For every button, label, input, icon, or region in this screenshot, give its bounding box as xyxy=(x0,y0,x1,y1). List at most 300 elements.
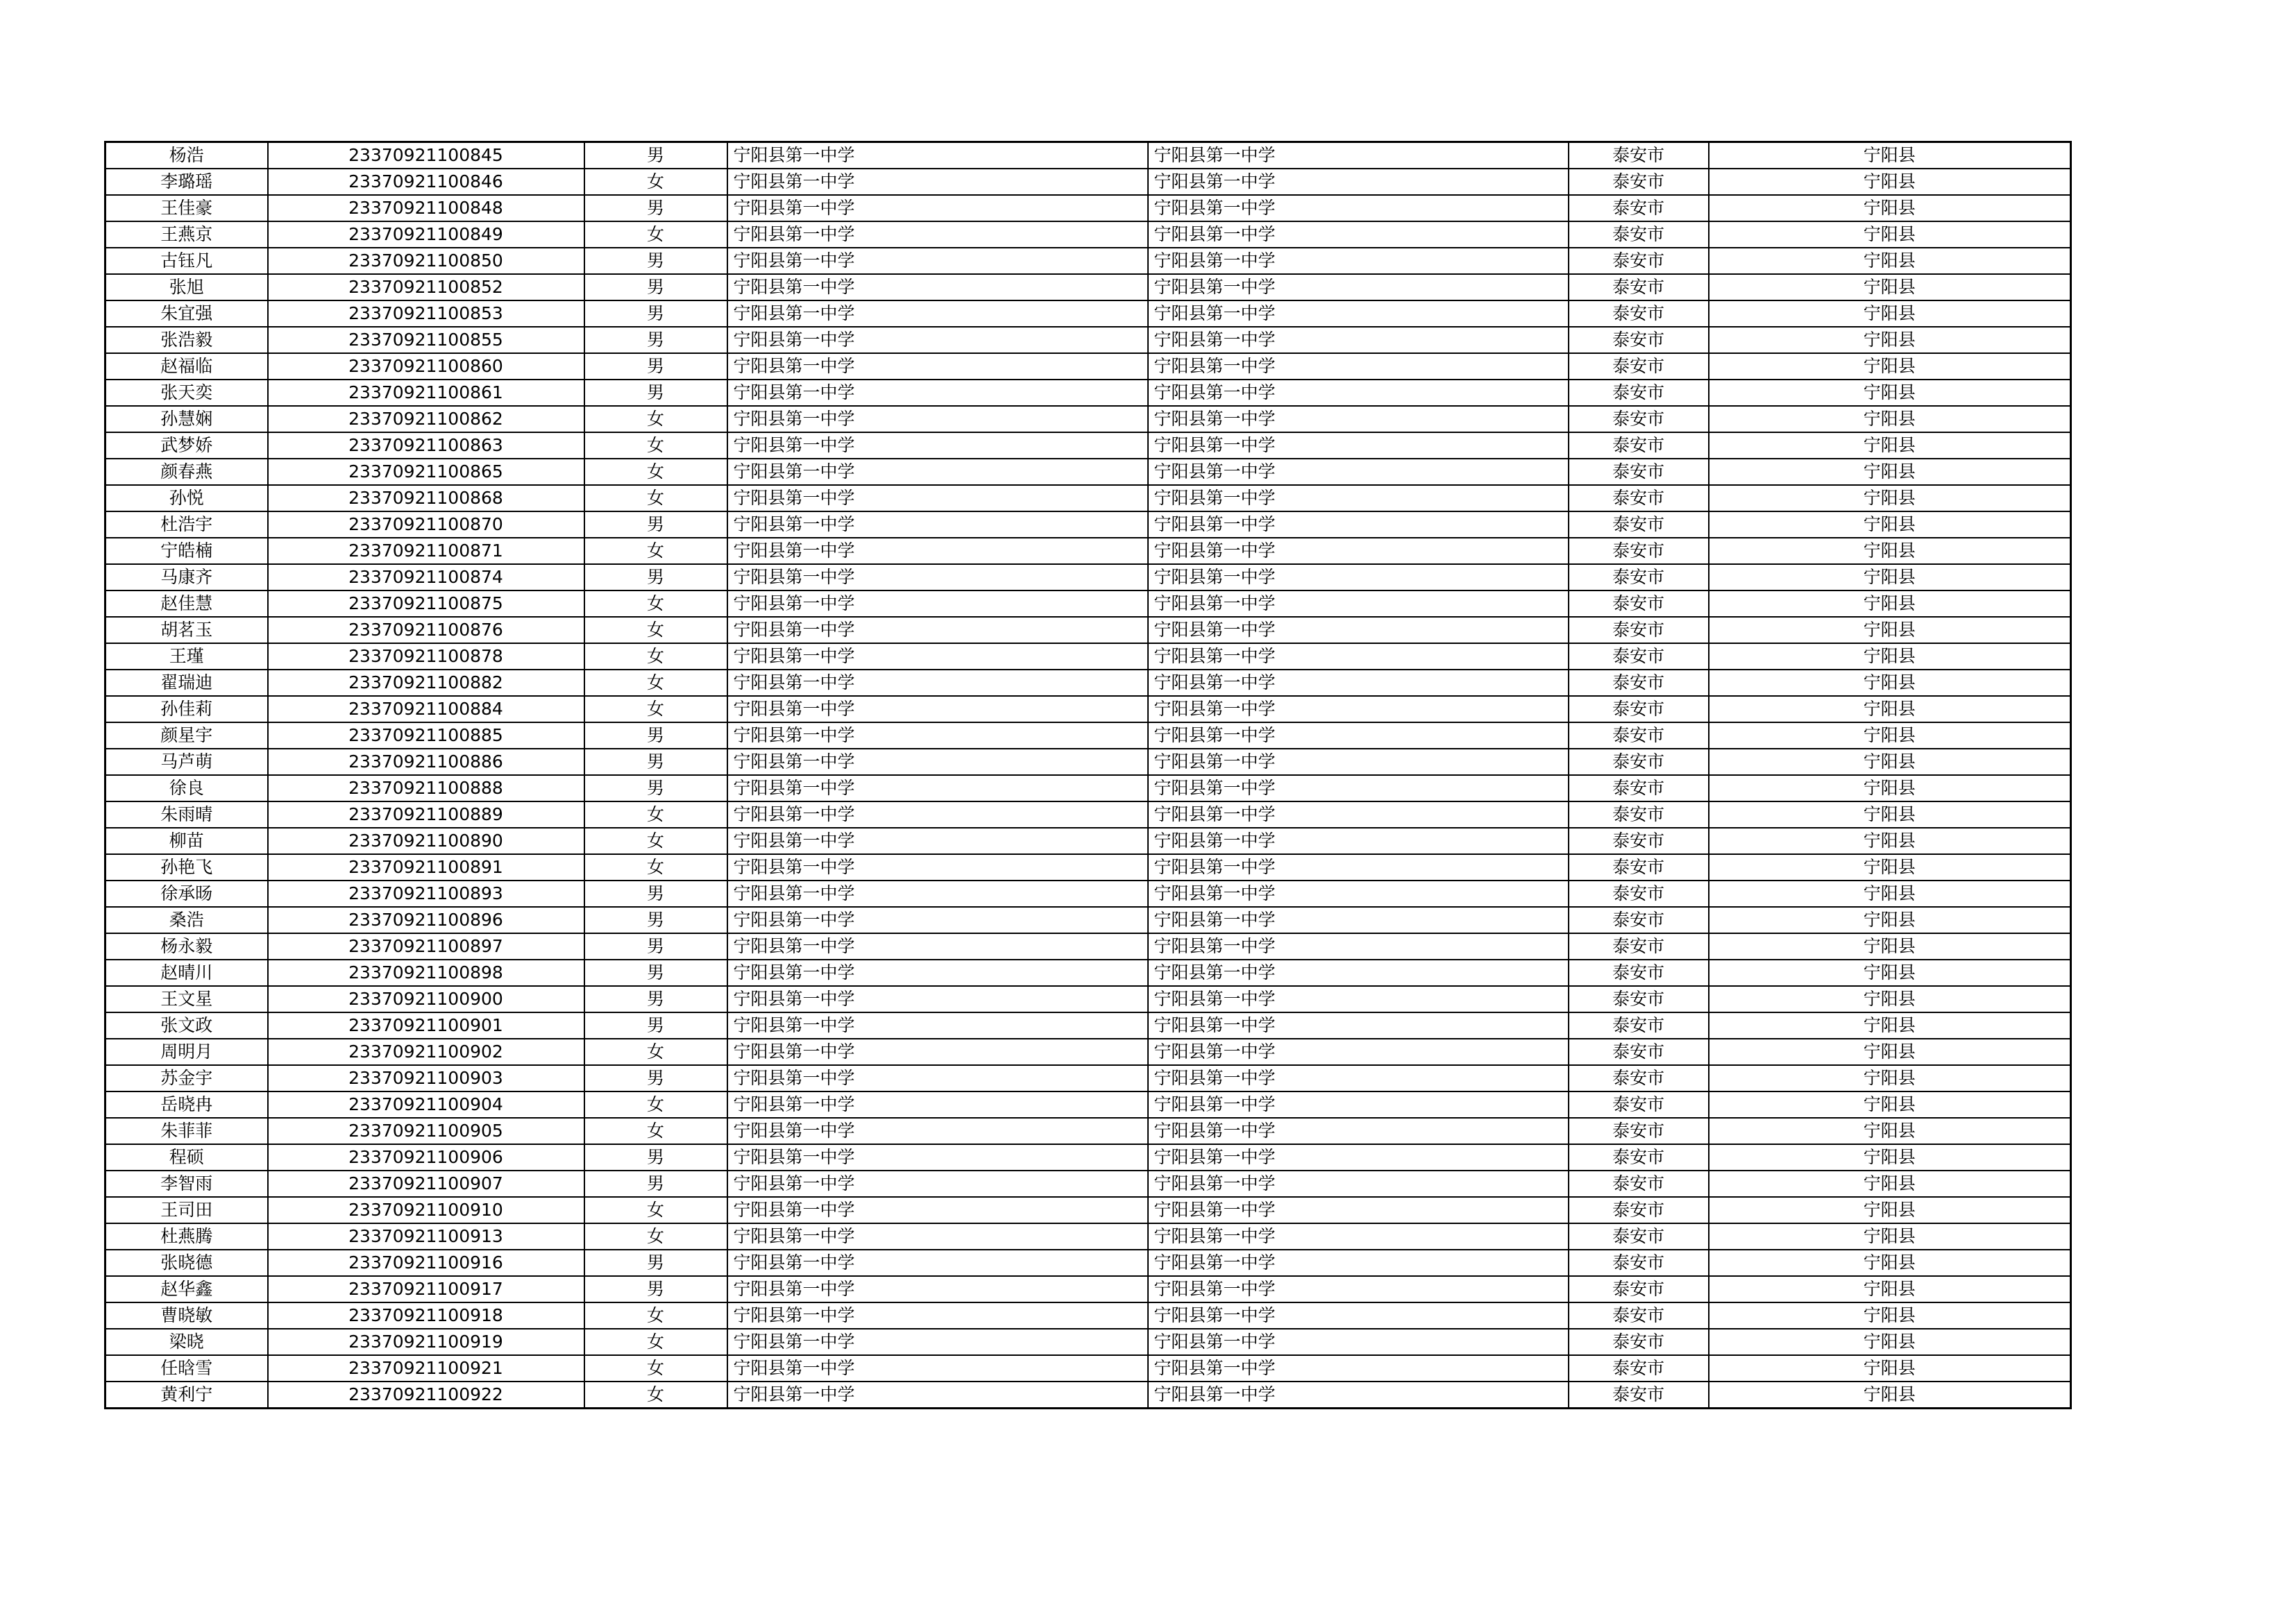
cell-school: 宁阳县第一中学 xyxy=(727,248,1148,274)
cell-exam-site: 宁阳县第一中学 xyxy=(1148,1144,1569,1171)
cell-city: 泰安市 xyxy=(1569,722,1709,749)
cell-city: 泰安市 xyxy=(1569,459,1709,485)
cell-city: 泰安市 xyxy=(1569,1171,1709,1197)
cell-exam-site: 宁阳县第一中学 xyxy=(1148,248,1569,274)
cell-exam-site: 宁阳县第一中学 xyxy=(1148,274,1569,300)
cell-gender: 男 xyxy=(584,1276,727,1302)
cell-gender: 女 xyxy=(584,696,727,722)
cell-school: 宁阳县第一中学 xyxy=(727,1065,1148,1091)
cell-exam-site: 宁阳县第一中学 xyxy=(1148,590,1569,617)
cell-gender: 男 xyxy=(584,1171,727,1197)
cell-school: 宁阳县第一中学 xyxy=(727,1039,1148,1065)
cell-exam-site: 宁阳县第一中学 xyxy=(1148,907,1569,933)
cell-city: 泰安市 xyxy=(1569,1012,1709,1039)
table-row xyxy=(105,1276,2071,1302)
table-row xyxy=(105,1039,2071,1065)
cell-exam-site: 宁阳县第一中学 xyxy=(1148,986,1569,1012)
cell-exam-site: 宁阳县第一中学 xyxy=(1148,643,1569,670)
cell-city: 泰安市 xyxy=(1569,1039,1709,1065)
cell-city: 泰安市 xyxy=(1569,511,1709,538)
cell-county: 宁阳县 xyxy=(1709,1329,2071,1355)
cell-exam-site: 宁阳县第一中学 xyxy=(1148,1039,1569,1065)
cell-school: 宁阳县第一中学 xyxy=(727,854,1148,881)
table-row xyxy=(105,590,2071,617)
cell-county: 宁阳县 xyxy=(1709,960,2071,986)
table-row xyxy=(105,406,2071,432)
cell-name: 李璐瑶 xyxy=(105,169,268,195)
cell-school: 宁阳县第一中学 xyxy=(727,1302,1148,1329)
cell-county: 宁阳县 xyxy=(1709,1065,2071,1091)
table-row xyxy=(105,353,2071,380)
cell-city: 泰安市 xyxy=(1569,274,1709,300)
cell-gender: 女 xyxy=(584,670,727,696)
table-row xyxy=(105,485,2071,511)
cell-gender: 男 xyxy=(584,195,727,221)
table-row xyxy=(105,142,2071,169)
cell-county: 宁阳县 xyxy=(1709,1355,2071,1382)
cell-name: 岳晓冉 xyxy=(105,1091,268,1118)
table-row xyxy=(105,696,2071,722)
cell-name: 杜燕腾 xyxy=(105,1223,268,1250)
cell-gender: 女 xyxy=(584,169,727,195)
cell-city: 泰安市 xyxy=(1569,248,1709,274)
cell-gender: 男 xyxy=(584,353,727,380)
table-row xyxy=(105,960,2071,986)
cell-exam-number: 23370921100849 xyxy=(268,221,584,248)
cell-school: 宁阳县第一中学 xyxy=(727,617,1148,643)
cell-school: 宁阳县第一中学 xyxy=(727,933,1148,960)
table-row xyxy=(105,1382,2071,1409)
cell-exam-number: 23370921100886 xyxy=(268,749,584,775)
cell-gender: 男 xyxy=(584,1012,727,1039)
cell-exam-number: 23370921100906 xyxy=(268,1144,584,1171)
cell-name: 曹晓敏 xyxy=(105,1302,268,1329)
cell-name: 杜浩宇 xyxy=(105,511,268,538)
cell-exam-number: 23370921100876 xyxy=(268,617,584,643)
cell-exam-site: 宁阳县第一中学 xyxy=(1148,511,1569,538)
cell-gender: 女 xyxy=(584,221,727,248)
table-row xyxy=(105,538,2071,564)
cell-school: 宁阳县第一中学 xyxy=(727,142,1148,169)
cell-name: 赵福临 xyxy=(105,353,268,380)
cell-exam-site: 宁阳县第一中学 xyxy=(1148,380,1569,406)
table-row xyxy=(105,854,2071,881)
cell-city: 泰安市 xyxy=(1569,538,1709,564)
cell-name: 张晓德 xyxy=(105,1250,268,1276)
cell-school: 宁阳县第一中学 xyxy=(727,432,1148,459)
cell-county: 宁阳县 xyxy=(1709,1118,2071,1144)
cell-city: 泰安市 xyxy=(1569,1355,1709,1382)
table-row xyxy=(105,1355,2071,1382)
cell-school: 宁阳县第一中学 xyxy=(727,1144,1148,1171)
cell-gender: 女 xyxy=(584,406,727,432)
table-row xyxy=(105,511,2071,538)
cell-school: 宁阳县第一中学 xyxy=(727,775,1148,801)
cell-exam-number: 23370921100874 xyxy=(268,564,584,590)
cell-exam-number: 23370921100862 xyxy=(268,406,584,432)
cell-school: 宁阳县第一中学 xyxy=(727,1223,1148,1250)
cell-name: 李智雨 xyxy=(105,1171,268,1197)
cell-school: 宁阳县第一中学 xyxy=(727,1091,1148,1118)
cell-city: 泰安市 xyxy=(1569,960,1709,986)
cell-city: 泰安市 xyxy=(1569,643,1709,670)
cell-city: 泰安市 xyxy=(1569,380,1709,406)
cell-exam-number: 23370921100921 xyxy=(268,1355,584,1382)
cell-exam-site: 宁阳县第一中学 xyxy=(1148,1197,1569,1223)
cell-exam-site: 宁阳县第一中学 xyxy=(1148,485,1569,511)
cell-county: 宁阳县 xyxy=(1709,195,2071,221)
cell-school: 宁阳县第一中学 xyxy=(727,828,1148,854)
cell-exam-number: 23370921100875 xyxy=(268,590,584,617)
table-row xyxy=(105,1091,2071,1118)
cell-gender: 男 xyxy=(584,1065,727,1091)
cell-exam-number: 23370921100855 xyxy=(268,327,584,353)
cell-gender: 女 xyxy=(584,643,727,670)
table-row xyxy=(105,933,2071,960)
cell-gender: 女 xyxy=(584,1355,727,1382)
cell-gender: 女 xyxy=(584,1118,727,1144)
cell-city: 泰安市 xyxy=(1569,195,1709,221)
cell-gender: 女 xyxy=(584,854,727,881)
cell-exam-site: 宁阳县第一中学 xyxy=(1148,300,1569,327)
cell-county: 宁阳县 xyxy=(1709,432,2071,459)
table-row xyxy=(105,775,2071,801)
cell-school: 宁阳县第一中学 xyxy=(727,722,1148,749)
cell-city: 泰安市 xyxy=(1569,1197,1709,1223)
cell-exam-number: 23370921100878 xyxy=(268,643,584,670)
cell-exam-number: 23370921100861 xyxy=(268,380,584,406)
cell-exam-number: 23370921100865 xyxy=(268,459,584,485)
table-row xyxy=(105,907,2071,933)
cell-city: 泰安市 xyxy=(1569,1223,1709,1250)
cell-gender: 女 xyxy=(584,617,727,643)
cell-gender: 女 xyxy=(584,1329,727,1355)
table-row xyxy=(105,1144,2071,1171)
cell-name: 赵华鑫 xyxy=(105,1276,268,1302)
cell-gender: 女 xyxy=(584,1382,727,1409)
cell-county: 宁阳县 xyxy=(1709,538,2071,564)
cell-exam-number: 23370921100901 xyxy=(268,1012,584,1039)
cell-exam-number: 23370921100898 xyxy=(268,960,584,986)
cell-school: 宁阳县第一中学 xyxy=(727,1012,1148,1039)
cell-county: 宁阳县 xyxy=(1709,643,2071,670)
cell-county: 宁阳县 xyxy=(1709,300,2071,327)
cell-county: 宁阳县 xyxy=(1709,406,2071,432)
cell-exam-number: 23370921100860 xyxy=(268,353,584,380)
cell-county: 宁阳县 xyxy=(1709,221,2071,248)
cell-exam-site: 宁阳县第一中学 xyxy=(1148,564,1569,590)
cell-school: 宁阳县第一中学 xyxy=(727,195,1148,221)
cell-city: 泰安市 xyxy=(1569,775,1709,801)
cell-exam-number: 23370921100850 xyxy=(268,248,584,274)
cell-school: 宁阳县第一中学 xyxy=(727,511,1148,538)
table-row xyxy=(105,986,2071,1012)
cell-county: 宁阳县 xyxy=(1709,169,2071,195)
cell-exam-site: 宁阳县第一中学 xyxy=(1148,1012,1569,1039)
cell-county: 宁阳县 xyxy=(1709,564,2071,590)
cell-school: 宁阳县第一中学 xyxy=(727,801,1148,828)
cell-exam-site: 宁阳县第一中学 xyxy=(1148,881,1569,907)
table-row xyxy=(105,432,2071,459)
cell-exam-number: 23370921100870 xyxy=(268,511,584,538)
cell-exam-number: 23370921100884 xyxy=(268,696,584,722)
cell-gender: 男 xyxy=(584,775,727,801)
cell-gender: 男 xyxy=(584,722,727,749)
cell-name: 宁皓楠 xyxy=(105,538,268,564)
table-row xyxy=(105,1197,2071,1223)
cell-county: 宁阳县 xyxy=(1709,459,2071,485)
cell-exam-site: 宁阳县第一中学 xyxy=(1148,801,1569,828)
cell-gender: 女 xyxy=(584,1223,727,1250)
cell-gender: 女 xyxy=(584,538,727,564)
cell-name: 张文政 xyxy=(105,1012,268,1039)
cell-county: 宁阳县 xyxy=(1709,1171,2071,1197)
cell-city: 泰安市 xyxy=(1569,485,1709,511)
cell-county: 宁阳县 xyxy=(1709,511,2071,538)
cell-school: 宁阳县第一中学 xyxy=(727,696,1148,722)
cell-city: 泰安市 xyxy=(1569,169,1709,195)
cell-name: 翟瑞迪 xyxy=(105,670,268,696)
cell-exam-site: 宁阳县第一中学 xyxy=(1148,1118,1569,1144)
cell-exam-site: 宁阳县第一中学 xyxy=(1148,775,1569,801)
cell-gender: 女 xyxy=(584,828,727,854)
cell-city: 泰安市 xyxy=(1569,907,1709,933)
cell-gender: 男 xyxy=(584,907,727,933)
cell-city: 泰安市 xyxy=(1569,696,1709,722)
table-row xyxy=(105,1329,2071,1355)
cell-exam-number: 23370921100885 xyxy=(268,722,584,749)
cell-city: 泰安市 xyxy=(1569,300,1709,327)
cell-city: 泰安市 xyxy=(1569,617,1709,643)
cell-city: 泰安市 xyxy=(1569,749,1709,775)
cell-gender: 女 xyxy=(584,801,727,828)
cell-school: 宁阳县第一中学 xyxy=(727,1118,1148,1144)
cell-city: 泰安市 xyxy=(1569,1091,1709,1118)
cell-city: 泰安市 xyxy=(1569,933,1709,960)
cell-name: 黄利宁 xyxy=(105,1382,268,1409)
cell-school: 宁阳县第一中学 xyxy=(727,590,1148,617)
cell-name: 马康齐 xyxy=(105,564,268,590)
cell-gender: 男 xyxy=(584,749,727,775)
cell-exam-site: 宁阳县第一中学 xyxy=(1148,327,1569,353)
cell-name: 孙慧娴 xyxy=(105,406,268,432)
table-row xyxy=(105,248,2071,274)
cell-exam-number: 23370921100853 xyxy=(268,300,584,327)
cell-name: 孙艳飞 xyxy=(105,854,268,881)
table-row xyxy=(105,1302,2071,1329)
cell-gender: 男 xyxy=(584,327,727,353)
cell-exam-site: 宁阳县第一中学 xyxy=(1148,1329,1569,1355)
cell-exam-number: 23370921100902 xyxy=(268,1039,584,1065)
cell-exam-number: 23370921100871 xyxy=(268,538,584,564)
cell-city: 泰安市 xyxy=(1569,1250,1709,1276)
cell-gender: 女 xyxy=(584,1302,727,1329)
table-row xyxy=(105,327,2071,353)
cell-name: 孙悦 xyxy=(105,485,268,511)
cell-exam-number: 23370921100919 xyxy=(268,1329,584,1355)
cell-exam-number: 23370921100890 xyxy=(268,828,584,854)
table-row xyxy=(105,169,2071,195)
cell-name: 张浩毅 xyxy=(105,327,268,353)
table-row xyxy=(105,722,2071,749)
cell-city: 泰安市 xyxy=(1569,854,1709,881)
cell-county: 宁阳县 xyxy=(1709,1039,2071,1065)
cell-exam-site: 宁阳县第一中学 xyxy=(1148,406,1569,432)
cell-school: 宁阳县第一中学 xyxy=(727,986,1148,1012)
cell-exam-site: 宁阳县第一中学 xyxy=(1148,538,1569,564)
cell-exam-site: 宁阳县第一中学 xyxy=(1148,1091,1569,1118)
cell-county: 宁阳县 xyxy=(1709,722,2071,749)
cell-name: 王佳豪 xyxy=(105,195,268,221)
cell-school: 宁阳县第一中学 xyxy=(727,1250,1148,1276)
cell-name: 颜春燕 xyxy=(105,459,268,485)
cell-county: 宁阳县 xyxy=(1709,1091,2071,1118)
table-row xyxy=(105,1250,2071,1276)
cell-county: 宁阳县 xyxy=(1709,1382,2071,1409)
cell-gender: 男 xyxy=(584,564,727,590)
cell-name: 朱宜强 xyxy=(105,300,268,327)
table-row xyxy=(105,221,2071,248)
cell-school: 宁阳县第一中学 xyxy=(727,881,1148,907)
cell-city: 泰安市 xyxy=(1569,406,1709,432)
cell-exam-number: 23370921100845 xyxy=(268,142,584,169)
cell-county: 宁阳县 xyxy=(1709,353,2071,380)
cell-city: 泰安市 xyxy=(1569,221,1709,248)
cell-county: 宁阳县 xyxy=(1709,1144,2071,1171)
cell-name: 马芦萌 xyxy=(105,749,268,775)
cell-county: 宁阳县 xyxy=(1709,1302,2071,1329)
cell-county: 宁阳县 xyxy=(1709,1012,2071,1039)
cell-exam-number: 23370921100891 xyxy=(268,854,584,881)
cell-county: 宁阳县 xyxy=(1709,590,2071,617)
cell-name: 任晗雪 xyxy=(105,1355,268,1382)
cell-exam-site: 宁阳县第一中学 xyxy=(1148,960,1569,986)
cell-gender: 男 xyxy=(584,933,727,960)
cell-city: 泰安市 xyxy=(1569,801,1709,828)
cell-exam-site: 宁阳县第一中学 xyxy=(1148,142,1569,169)
cell-exam-site: 宁阳县第一中学 xyxy=(1148,1250,1569,1276)
cell-county: 宁阳县 xyxy=(1709,380,2071,406)
cell-county: 宁阳县 xyxy=(1709,1276,2071,1302)
table-row xyxy=(105,801,2071,828)
cell-exam-number: 23370921100896 xyxy=(268,907,584,933)
cell-name: 徐承旸 xyxy=(105,881,268,907)
cell-county: 宁阳县 xyxy=(1709,1250,2071,1276)
cell-school: 宁阳县第一中学 xyxy=(727,406,1148,432)
cell-school: 宁阳县第一中学 xyxy=(727,327,1148,353)
cell-exam-site: 宁阳县第一中学 xyxy=(1148,696,1569,722)
cell-exam-number: 23370921100907 xyxy=(268,1171,584,1197)
table-row xyxy=(105,670,2071,696)
cell-gender: 男 xyxy=(584,960,727,986)
cell-city: 泰安市 xyxy=(1569,1382,1709,1409)
roster-table xyxy=(104,141,2072,1409)
cell-school: 宁阳县第一中学 xyxy=(727,221,1148,248)
cell-county: 宁阳县 xyxy=(1709,1197,2071,1223)
cell-name: 武梦娇 xyxy=(105,432,268,459)
cell-city: 泰安市 xyxy=(1569,353,1709,380)
cell-school: 宁阳县第一中学 xyxy=(727,960,1148,986)
cell-gender: 男 xyxy=(584,1144,727,1171)
cell-school: 宁阳县第一中学 xyxy=(727,300,1148,327)
cell-gender: 女 xyxy=(584,432,727,459)
cell-exam-site: 宁阳县第一中学 xyxy=(1148,749,1569,775)
cell-name: 周明月 xyxy=(105,1039,268,1065)
table-row xyxy=(105,1171,2071,1197)
table-row xyxy=(105,881,2071,907)
cell-exam-site: 宁阳县第一中学 xyxy=(1148,722,1569,749)
cell-exam-number: 23370921100900 xyxy=(268,986,584,1012)
table-row xyxy=(105,1065,2071,1091)
cell-name: 古钰凡 xyxy=(105,248,268,274)
cell-county: 宁阳县 xyxy=(1709,485,2071,511)
cell-school: 宁阳县第一中学 xyxy=(727,169,1148,195)
cell-exam-number: 23370921100910 xyxy=(268,1197,584,1223)
cell-exam-site: 宁阳县第一中学 xyxy=(1148,933,1569,960)
cell-gender: 女 xyxy=(584,1091,727,1118)
cell-exam-number: 23370921100905 xyxy=(268,1118,584,1144)
cell-city: 泰安市 xyxy=(1569,1144,1709,1171)
cell-name: 桑浩 xyxy=(105,907,268,933)
cell-gender: 女 xyxy=(584,485,727,511)
roster-table-body xyxy=(105,142,2071,1409)
cell-exam-number: 23370921100917 xyxy=(268,1276,584,1302)
cell-exam-number: 23370921100913 xyxy=(268,1223,584,1250)
cell-county: 宁阳县 xyxy=(1709,801,2071,828)
cell-exam-site: 宁阳县第一中学 xyxy=(1148,459,1569,485)
cell-name: 程硕 xyxy=(105,1144,268,1171)
cell-city: 泰安市 xyxy=(1569,142,1709,169)
table-row xyxy=(105,564,2071,590)
cell-gender: 男 xyxy=(584,881,727,907)
cell-county: 宁阳县 xyxy=(1709,907,2071,933)
cell-school: 宁阳县第一中学 xyxy=(727,907,1148,933)
cell-name: 徐良 xyxy=(105,775,268,801)
cell-gender: 女 xyxy=(584,1197,727,1223)
cell-gender: 男 xyxy=(584,248,727,274)
cell-city: 泰安市 xyxy=(1569,881,1709,907)
cell-name: 颜星宇 xyxy=(105,722,268,749)
cell-county: 宁阳县 xyxy=(1709,1223,2071,1250)
cell-school: 宁阳县第一中学 xyxy=(727,485,1148,511)
cell-exam-site: 宁阳县第一中学 xyxy=(1148,1276,1569,1302)
cell-exam-number: 23370921100846 xyxy=(268,169,584,195)
cell-exam-number: 23370921100918 xyxy=(268,1302,584,1329)
cell-county: 宁阳县 xyxy=(1709,749,2071,775)
cell-county: 宁阳县 xyxy=(1709,854,2071,881)
cell-exam-number: 23370921100882 xyxy=(268,670,584,696)
cell-name: 赵晴川 xyxy=(105,960,268,986)
cell-county: 宁阳县 xyxy=(1709,775,2071,801)
cell-name: 杨永毅 xyxy=(105,933,268,960)
cell-county: 宁阳县 xyxy=(1709,696,2071,722)
cell-city: 泰安市 xyxy=(1569,432,1709,459)
cell-gender: 男 xyxy=(584,274,727,300)
cell-school: 宁阳县第一中学 xyxy=(727,353,1148,380)
cell-name: 朱雨晴 xyxy=(105,801,268,828)
cell-exam-number: 23370921100888 xyxy=(268,775,584,801)
cell-exam-number: 23370921100897 xyxy=(268,933,584,960)
cell-school: 宁阳县第一中学 xyxy=(727,1276,1148,1302)
cell-gender: 男 xyxy=(584,511,727,538)
cell-gender: 男 xyxy=(584,142,727,169)
cell-exam-number: 23370921100848 xyxy=(268,195,584,221)
cell-exam-site: 宁阳县第一中学 xyxy=(1148,432,1569,459)
cell-gender: 女 xyxy=(584,1039,727,1065)
cell-name: 王燕京 xyxy=(105,221,268,248)
cell-city: 泰安市 xyxy=(1569,590,1709,617)
cell-county: 宁阳县 xyxy=(1709,670,2071,696)
